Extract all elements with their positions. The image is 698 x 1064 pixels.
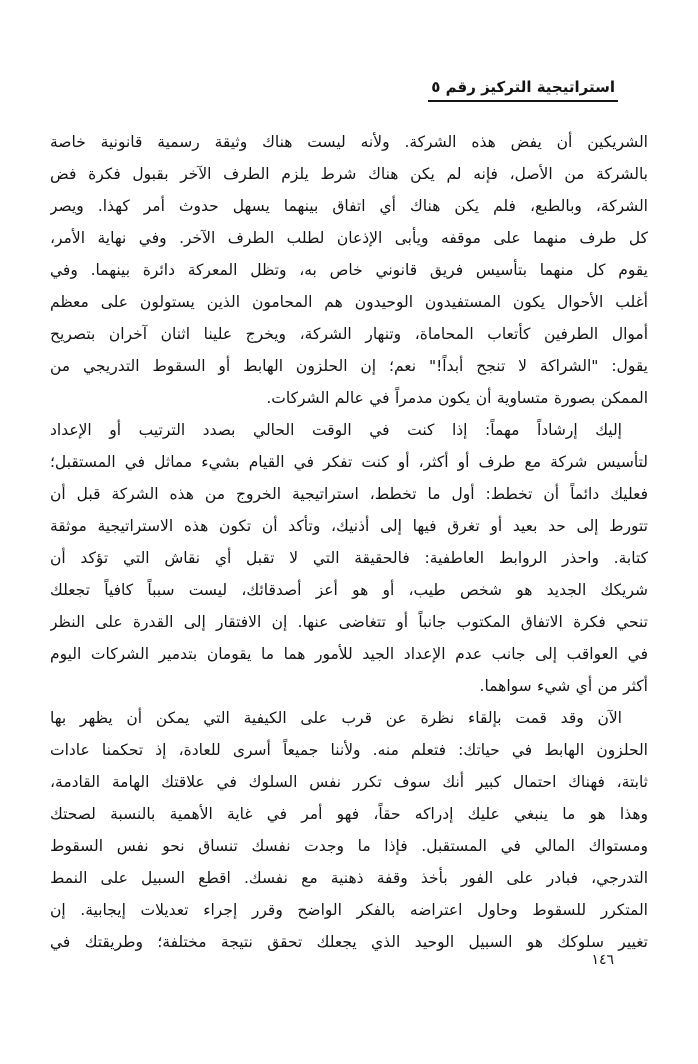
text-line: يقوم كل منهما بتأسيس فريق قانوني خاص به، وتظل المعركة دائرة بينهما. وفي	[50, 261, 648, 279]
text-line: في العواقب إلى جانب عدم الإعداد الجيد للأمور هما ما يقومان بتدمير الشركات اليوم	[50, 645, 648, 663]
text-line: المتكرر للسقوط وحاول اعتراضه بالفكر الواضح وقرر إجراء تعديلات إيجابية. إن	[50, 901, 648, 919]
text-line: أكثر من أي شيء سواهما.	[479, 677, 648, 695]
text-line: كل طرف منهما على موقفه ويأبى الإذعان لطلب الطرف الآخر. وفي نهاية الأمر،	[50, 229, 648, 247]
text-line: وهذا هو ما ينبغي عليك إدراكه حقاً، فهو أمر في غاية الأهمية بالنسبة لصحتك	[50, 805, 648, 823]
text-line: الآن وقد قمت بإلقاء نظرة عن قرب على الكيفية التي يمكن أن يظهر بها	[50, 709, 622, 727]
text-line: شريكك الجديد هو شخص طيب، أو هو أعز أصدقائك، ليست سبباً كافياً تجعلك	[50, 581, 648, 599]
text-line: إليك إرشاداً مهماً: إذا كنت في الوقت الحالي بصدد الترتيب أو الإعداد	[50, 421, 622, 439]
text-line: أموال الطرفين كأتعاب المحاماة، وتنهار الشركة، ويخرج علينا اثنان آخران بتصريح	[50, 325, 648, 343]
text-line: أغلب الأحوال يكون المستفيدون الوحيدون هم المحامون الذين يستولون على معظم	[50, 293, 648, 311]
text-line: كتابة. واحذر الروابط العاطفية: فالحقيقة التي لا تقبل أي نقاش التي تؤكد أن	[50, 549, 648, 567]
text-line: ومستواك المالي في المستقبل. فإذا ما وجدت نفسك تنساق نحو نفس السقوط	[50, 837, 648, 855]
text-line: التدرجي، فبادر على الفور بأخذ وقفة ذهنية مع نفسك. اقطع السبيل على النمط	[50, 869, 648, 887]
text-line: لتأسيس شركة مع طرف أو أكثر، أو كنت تفكر في القيام بشيء مماثل في المستقبل؛	[50, 453, 648, 471]
text-line: تغيير سلوكك هو السبيل الوحيد الذي يجعلك تحقق نتيجة مختلفة؛ وطريقتك في	[50, 933, 648, 951]
paragraph	[50, 414, 648, 702]
text-line: تنحي فكرة الاتفاق المكتوب جانباً أو تتغاضى عنها. إن الافتقار إلى القدرة على النظر	[50, 613, 648, 631]
paragraph	[50, 702, 648, 958]
text-line: ثابتة، فهناك احتمال كبير أنك سوف تكرر نفس السلوك في علاقتك الهامة القادمة،	[50, 773, 648, 791]
text-line: الحلزون الهابط في حياتك: فتعلم منه. ولأننا جميعاً أسرى للعادة، إذ تحكمنا عادات	[50, 741, 648, 759]
text-line: بالشركة من الأصل، فإنه لم يكن هناك شرط يلزم الطرف الآخر بقبول فكرة فض	[50, 165, 648, 183]
text-line: الشركة، وبالطبع، فلم يكن هناك أي اتفاق بينهما يسهل حدوث أمر كهذا. ويصر	[50, 197, 648, 215]
body-text	[50, 126, 648, 958]
running-header: استراتيجية التركيز رقم ٥	[428, 78, 618, 102]
text-line: الممكن بصورة متساوية أن يكون مدمراً في عالم الشركات.	[266, 389, 648, 407]
page-number: ١٤٦	[591, 952, 614, 968]
text-line: يقول: "الشراكة لا تنجح أبداً!" نعم؛ إن الحلزون الهابط أو السقوط التدريجي من	[50, 357, 648, 375]
text-line: تتورط إلى حد بعيد أو تغرق فيها إلى أذنيك، وتأكد أن تكون هذه الاستراتيجية موثقة	[50, 517, 648, 535]
text-line: فعليك دائماً أن تخطط: أول ما تخطط، استراتيجية الخروج من هذه الشركة قبل أن	[50, 485, 648, 503]
text-line: الشريكين أن يفض هذه الشركة. ولأنه ليست هناك وثيقة رسمية قانونية خاصة	[50, 133, 648, 151]
paragraph	[50, 126, 648, 414]
